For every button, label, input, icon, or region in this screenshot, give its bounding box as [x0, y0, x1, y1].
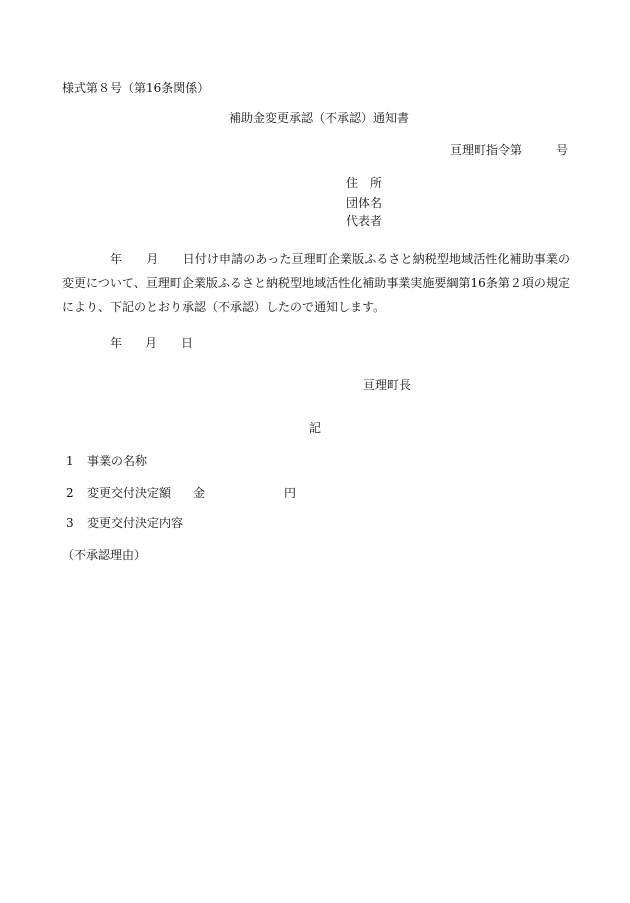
item-3-label: 変更交付決定内容	[87, 516, 184, 530]
recipient-address-label: 住 所	[346, 176, 383, 190]
amount-suffix: 円	[284, 486, 297, 500]
form-label: 様式第８号（第16条関係）	[62, 81, 210, 95]
document-title: 補助金変更承認（不承認）通知書	[229, 111, 410, 125]
item-2-number: 2	[66, 486, 74, 500]
date-month: 月	[145, 336, 158, 350]
date-day: 日	[181, 336, 194, 350]
amount-prefix: 金	[193, 486, 206, 500]
doc-number-prefix: 亘理町指令第	[450, 143, 523, 157]
item-1-number: 1	[66, 454, 74, 468]
doc-number-suffix: 号	[556, 143, 569, 157]
reason-label: （不承認理由）	[62, 548, 147, 562]
item-1-label: 事業の名称	[87, 454, 148, 468]
item-3-number: 3	[66, 516, 74, 530]
item-2-label: 変更交付決定額	[87, 486, 172, 500]
body-paragraph: 年 月 日付け申請のあった亘理町企業版ふるさと納税型地域活性化補助事業の変更について、亘理町企業版ふるさと納税型地域活性化補助事業実施要綱第16条第２項の規定により、下記のとおり承認（不承認）したので通知します。	[62, 252, 570, 314]
date-year: 年	[110, 336, 123, 350]
record-heading: 記	[309, 421, 322, 435]
recipient-representative-label: 代表者	[346, 214, 383, 228]
recipient-organization-label: 団体名	[346, 196, 383, 210]
issuer-name: 亘理町長	[363, 378, 412, 392]
